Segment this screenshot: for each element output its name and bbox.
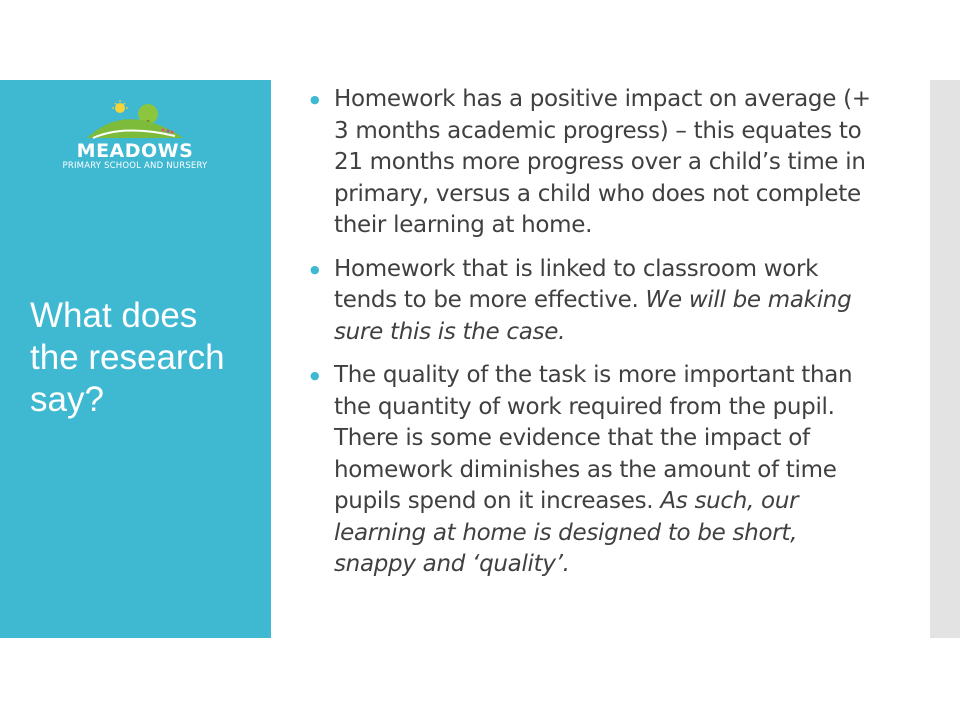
logo-subtitle: PRIMARY SCHOOL AND NURSERY (62, 161, 208, 171)
bullet-icon: ● (310, 93, 320, 106)
bullet-icon: ● (310, 262, 320, 276)
school-logo (50, 100, 220, 172)
bullet-icon: ● (310, 369, 320, 382)
bullet-text: Homework has a positive impact on average (+ 3 months academic progress) – this equates to 21 months more progress over a child’s time in primary, versus a child who does not complete their learning at home. (334, 86, 871, 238)
logo-hills-icon (85, 100, 185, 140)
bullet-text: The quality of the task is more important than the quantity of work required from the pupil. There is some evidence that the impact of homework diminishes as the amount of time pupils spend on it increases. (334, 362, 853, 514)
logo-name: MEADOWS (76, 140, 194, 162)
bullet-text: Homework that is linked to classroom work tends to be more effective. (334, 255, 819, 313)
bullet-emphasis: We will be making sure this is the case. (334, 287, 852, 345)
bullet-item (310, 360, 880, 581)
bullet-item (310, 254, 880, 349)
slide-title: What does the research say? (30, 296, 225, 419)
bullet-emphasis: As such, our learning at home is designed to be short, snappy and ‘quality’. (334, 488, 799, 577)
title-panel (0, 80, 271, 638)
side-accent-bar (930, 80, 960, 638)
bullet-list (310, 84, 880, 593)
bullet-item (310, 84, 880, 242)
